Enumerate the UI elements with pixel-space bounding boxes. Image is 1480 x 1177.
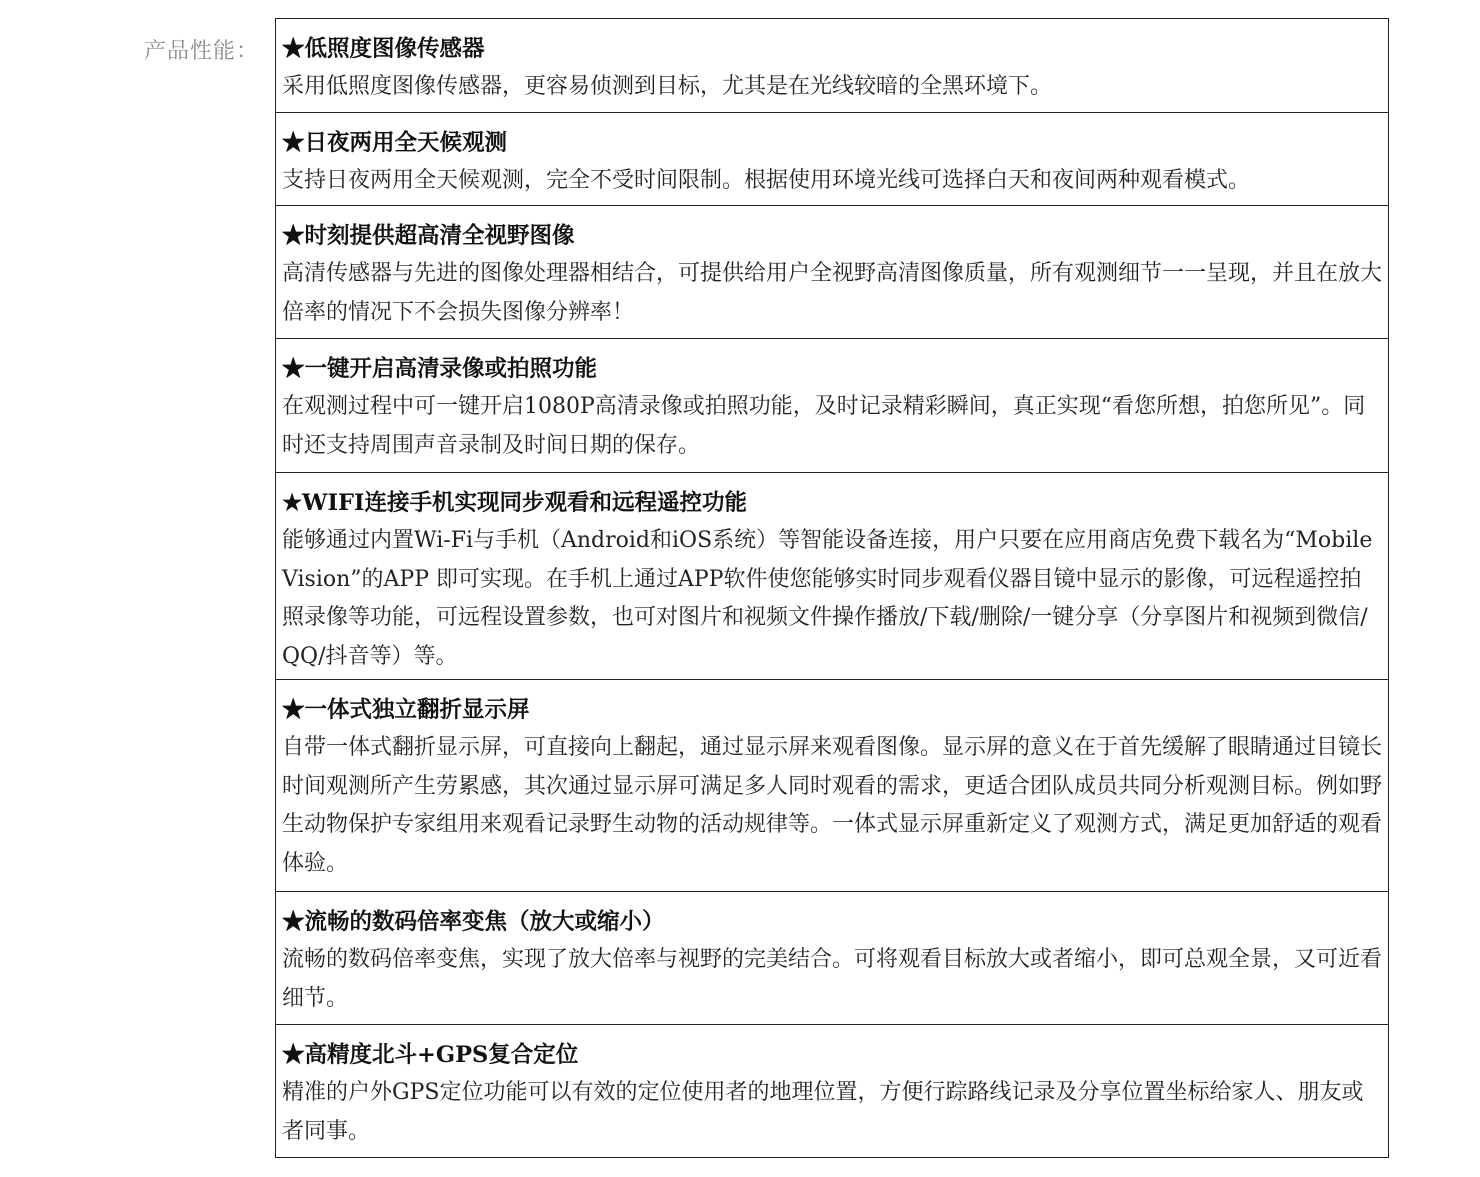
feature-row-one-key-record — [276, 339, 1388, 473]
feature-row-day-night — [276, 113, 1388, 206]
feature-text: 能够通过内置Wi-Fi与手机（Android和iOS系统）等智能设备连接，用户只要在应用商店免费下载名为“Mobile Vision”的APP 即可实现。在手机上通过APP软件使您能够实时同步观看仪器目镜中显示的影像，可远程遥控拍照录像等功能，可远程设置参数，也可对图片和视频文件操作播放/下载/删除/一键分享（分享图片和视频到微信/QQ/抖音等）等。 — [282, 528, 1373, 669]
feature-text: 自带一体式翻折显示屏，可直接向上翻起，通过显示屏来观看图像。显示屏的意义在于首先缓解了眼睛通过目镜长时间观测所产生劳累感，其次通过显示屏可满足多人同时观看的需求，更适合团队成员共同分析观测目标。例如野生动物保护专家组用来观看记录野生动物的活动规律等。一体式显示屏重新定义了观测方式，满足更加舒适的观看体验。 — [282, 735, 1383, 876]
feature-title: ★一体式独立翻折显示屏 — [282, 697, 530, 723]
feature-title: ★流畅的数码倍率变焦（放大或缩小） — [282, 909, 665, 935]
feature-title: ★时刻提供超高清全视野图像 — [282, 223, 575, 249]
feature-row-hd-image — [276, 206, 1388, 339]
feature-title: ★WIFI连接手机实现同步观看和远程遥控功能 — [282, 490, 747, 516]
feature-title: ★一键开启高清录像或拍照功能 — [282, 356, 598, 382]
feature-row-gps — [276, 1025, 1388, 1157]
feature-text: 支持日夜两用全天候观测，完全不受时间限制。根据使用环境光线可选择白天和夜间两种观看模式。 — [282, 168, 1251, 193]
feature-row-wifi — [276, 473, 1388, 680]
feature-text: 精准的户外GPS定位功能可以有效的定位使用者的地理位置，方便行踪路线记录及分享位置坐标给家人、朋友或者同事。 — [282, 1080, 1364, 1144]
feature-text: 高清传感器与先进的图像处理器相结合，可提供给用户全视野高清图像质量，所有观测细节一一呈现，并且在放大倍率的情况下不会损失图像分辨率！ — [282, 261, 1383, 325]
feature-text: 流畅的数码倍率变焦，实现了放大倍率与视野的完美结合。可将观看目标放大或者缩小，即可总观全景，又可近看细节。 — [282, 947, 1383, 1011]
feature-row-digital-zoom — [276, 892, 1388, 1025]
feature-text: 采用低照度图像传感器，更容易侦测到目标，尤其是在光线较暗的全黑环境下。 — [282, 74, 1053, 99]
feature-title: ★低照度图像传感器 — [282, 36, 485, 62]
feature-row-low-light-sensor — [276, 19, 1388, 113]
feature-text: 在观测过程中可一键开启1080P高清录像或拍照功能，及时记录精彩瞬间，真正实现“看您所想，拍您所见”。同时还支持周围声音录制及时间日期的保存。 — [282, 394, 1366, 458]
feature-row-flip-screen — [276, 680, 1388, 892]
feature-table — [275, 18, 1389, 1158]
feature-title: ★高精度北斗+GPS复合定位 — [282, 1042, 579, 1068]
feature-title: ★日夜两用全天候观测 — [282, 130, 508, 156]
section-label: 产品性能： — [144, 39, 260, 64]
